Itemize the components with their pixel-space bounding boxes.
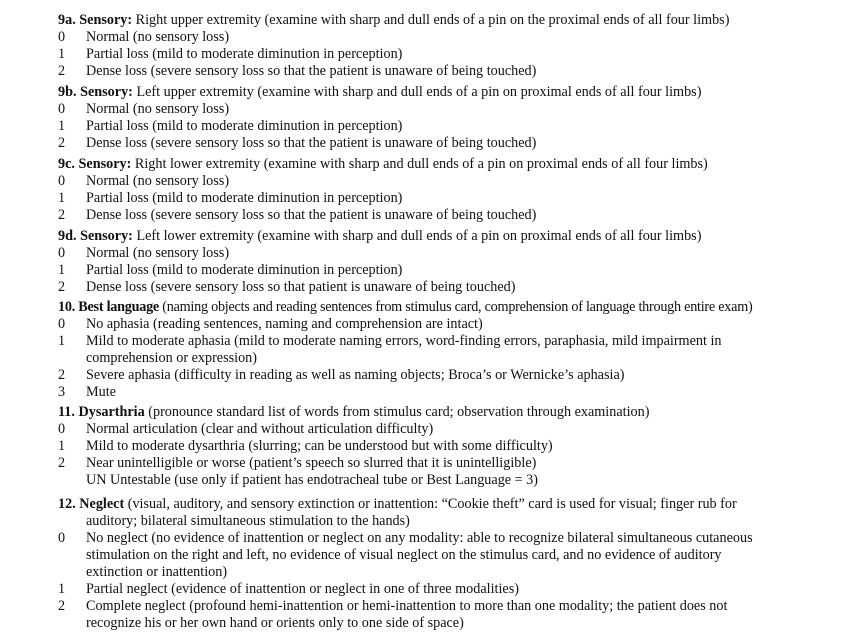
section-label: Neglect [79, 496, 125, 512]
section-number: 9b. [58, 84, 77, 100]
score-item [0, 63, 856, 80]
section-number: 10. [58, 299, 75, 315]
score-code: 2 [58, 207, 66, 223]
score-code: 2 [58, 455, 66, 471]
score-item [0, 101, 856, 118]
section-number: 11. [58, 404, 75, 420]
score-text: Near unintelligible or worse (patient’s speech so slurred that it is unintelligible) [86, 455, 537, 471]
score-text: Mute [86, 384, 116, 400]
score-item [0, 135, 856, 152]
score-item [0, 173, 856, 190]
score-item [0, 581, 856, 598]
score-code: 1 [58, 190, 66, 206]
score-code: 2 [58, 135, 66, 151]
score-text-continued: stimulation on the right and left, no evidence of visual neglect on the stimulus card, and no evidence of auditory [86, 547, 722, 563]
score-text: Partial loss (mild to moderate diminution in perception) [86, 118, 403, 134]
score-text: Mild to moderate aphasia (mild to moderate naming errors, word-finding errors, paraphasia, mild impairment in [86, 333, 722, 349]
score-item [0, 438, 856, 455]
score-code: 3 [58, 384, 66, 400]
score-code: 0 [58, 421, 66, 437]
score-code: 0 [58, 530, 66, 546]
section-description-continued: auditory; bilateral simultaneous stimulation to the hands) [86, 513, 410, 529]
score-text-continued: comprehension or expression) [86, 350, 257, 366]
score-code: 0 [58, 29, 66, 45]
section-description: (visual, auditory, and sensory extinction or inattention: “Cookie theft” card is used for visual; finger rub for [124, 496, 737, 512]
score-text: Normal (no sensory loss) [86, 29, 230, 45]
section-heading [0, 12, 856, 29]
score-item [0, 245, 856, 262]
section-number: 9d. [58, 228, 77, 244]
section-number: 12. [58, 496, 76, 512]
section-number: 9a. [58, 12, 76, 28]
score-item [0, 367, 856, 384]
score-item [0, 333, 856, 350]
score-item [0, 316, 856, 333]
score-text: Partial loss (mild to moderate diminution in perception) [86, 190, 403, 206]
section-heading [0, 404, 856, 421]
score-text: Normal (no sensory loss) [86, 245, 230, 261]
section-heading [0, 228, 856, 245]
score-text: Dense loss (severe sensory loss so that the patient is unaware of being touched) [86, 135, 537, 151]
section-9c [0, 156, 856, 224]
score-item [0, 29, 856, 46]
score-code: 2 [58, 598, 66, 614]
score-code: 0 [58, 316, 66, 332]
score-item [0, 207, 856, 224]
score-text: Dense loss (severe sensory loss so that patient is unaware of being touched) [86, 279, 516, 295]
section-heading [0, 299, 856, 316]
section-12 [0, 496, 856, 632]
section-description: Left lower extremity (examine with sharp and dull ends of a pin on proximal ends of all four limbs) [132, 228, 702, 244]
section-description: (naming objects and reading sentences from stimulus card, comprehension of language through entire exam) [158, 299, 753, 315]
score-item [0, 598, 856, 615]
section-9b [0, 84, 856, 152]
score-text: Normal articulation (clear and without articulation difficulty) [86, 421, 434, 437]
score-text: UN Untestable (use only if patient has endotracheal tube or Best Language = 3) [86, 472, 539, 488]
section-heading [0, 84, 856, 101]
score-text: Complete neglect (profound hemi-inattention or hemi-inattention to more than one modality; the patient does not [86, 598, 728, 614]
score-item [0, 279, 856, 296]
section-description: Right upper extremity (examine with sharp and dull ends of a pin on the proximal ends of all four limbs) [132, 12, 730, 28]
score-text: No neglect (no evidence of inattention or neglect on any modality: able to recognize bilateral simultaneous cutaneous [86, 530, 753, 546]
section-label: Best language [78, 299, 159, 315]
score-code: 1 [58, 438, 66, 454]
section-9d [0, 228, 856, 296]
score-text: Dense loss (severe sensory loss so that the patient is unaware of being touched) [86, 207, 537, 223]
section-label: Sensory: [79, 12, 133, 28]
score-item [0, 46, 856, 63]
score-code: 1 [58, 581, 66, 597]
section-label: Sensory: [78, 156, 132, 172]
section-label: Sensory: [80, 228, 133, 244]
score-item [0, 384, 856, 401]
section-heading [0, 496, 856, 513]
score-text: No aphasia (reading sentences, naming and comprehension are intact) [86, 316, 483, 332]
score-code: 2 [58, 367, 66, 383]
score-text: Normal (no sensory loss) [86, 173, 230, 189]
score-code: 1 [58, 118, 66, 134]
score-text: Severe aphasia (difficulty in reading as well as naming objects; Broca’s or Wernicke’s aphasia) [86, 367, 625, 383]
score-code: 0 [58, 101, 66, 117]
score-code: 2 [58, 279, 66, 295]
score-item [0, 262, 856, 279]
score-text: Normal (no sensory loss) [86, 101, 230, 117]
score-item [0, 421, 856, 438]
section-heading [0, 156, 856, 173]
section-description: Left upper extremity (examine with sharp and dull ends of a pin on proximal ends of all four limbs) [132, 84, 702, 100]
score-text: Partial loss (mild to moderate diminution in perception) [86, 262, 403, 278]
score-item [0, 190, 856, 207]
score-text: Mild to moderate dysarthria (slurring; can be understood but with some difficulty) [86, 438, 553, 454]
section-11 [0, 404, 856, 489]
section-description: (pronounce standard list of words from stimulus card; observation through examination) [144, 404, 650, 420]
score-text: Partial neglect (evidence of inattention or neglect in one of three modalities) [86, 581, 519, 597]
section-label: Dysarthria [78, 404, 145, 420]
score-text-continued: extinction or inattention) [86, 564, 228, 580]
score-item [0, 118, 856, 135]
score-item-untestable [0, 472, 856, 489]
score-text: Dense loss (severe sensory loss so that the patient is unaware of being touched) [86, 63, 537, 79]
score-text-continued: recognize his or her own hand or orients only to one side of space) [86, 615, 464, 631]
score-code: 2 [58, 63, 66, 79]
section-number: 9c. [58, 156, 75, 172]
score-code: 1 [58, 46, 66, 62]
section-9a [0, 12, 856, 80]
section-10 [0, 299, 856, 401]
score-code: 1 [58, 262, 66, 278]
section-description: Right lower extremity (examine with sharp and dull ends of a pin on proximal ends of all four limbs) [131, 156, 708, 172]
score-text: Partial loss (mild to moderate diminution in perception) [86, 46, 403, 62]
score-code: 0 [58, 245, 66, 261]
score-code: 1 [58, 333, 66, 349]
section-label: Sensory: [80, 84, 133, 100]
score-code: 0 [58, 173, 66, 189]
score-item [0, 530, 856, 547]
score-item [0, 455, 856, 472]
